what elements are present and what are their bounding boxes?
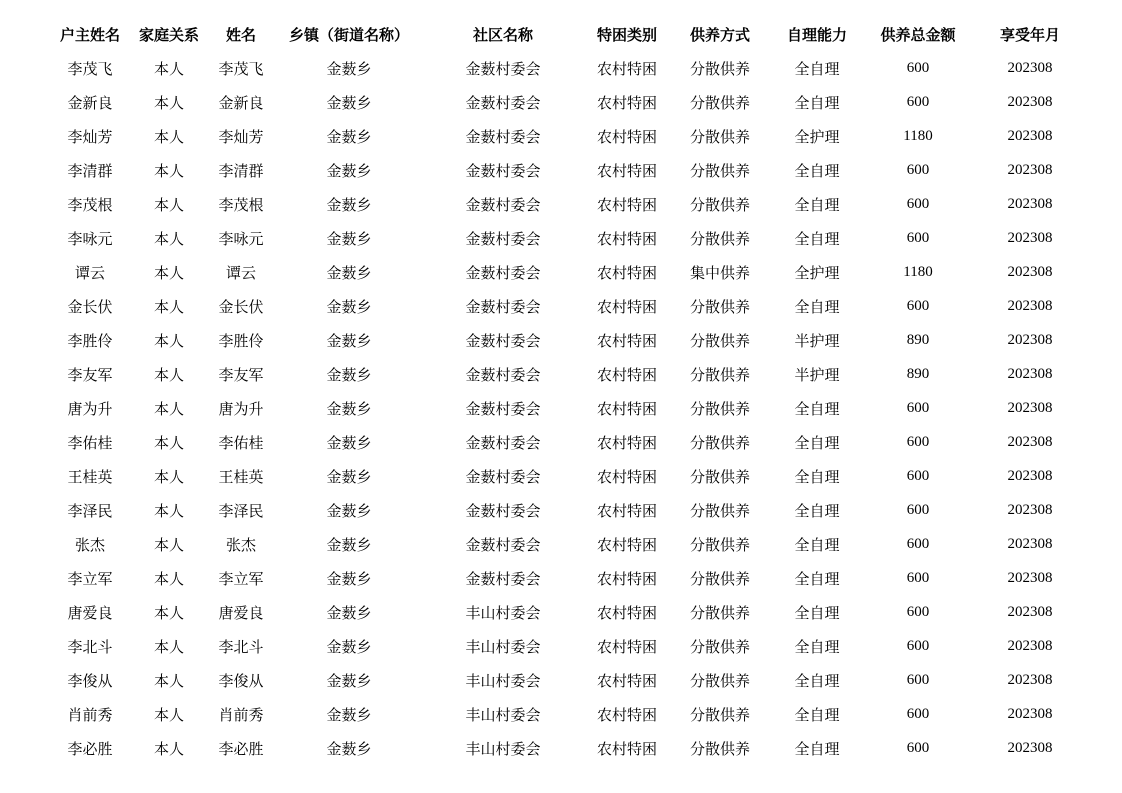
cell-total-amount: 600 [906, 501, 930, 518]
cell-family-relation: 本人 [153, 297, 184, 316]
cell-total-amount: 600 [906, 229, 930, 246]
cell-family-relation: 本人 [153, 637, 184, 656]
cell-self-care-ability: 全自理 [794, 569, 840, 588]
cell-community: 金薮村委会 [465, 161, 541, 180]
cell-name: 李必胜 [218, 739, 264, 758]
cell-name: 李友军 [218, 365, 264, 384]
cell-support-method: 分散供养 [689, 501, 750, 520]
cell-self-care-ability: 全自理 [794, 535, 840, 554]
header-total-amount: 供养总金额 [880, 25, 956, 44]
cell-township: 金薮乡 [326, 331, 372, 350]
cell-family-relation: 本人 [153, 705, 184, 724]
cell-township: 金薮乡 [326, 535, 372, 554]
cell-category: 农村特困 [596, 331, 657, 350]
cell-category: 农村特困 [596, 229, 657, 248]
cell-category: 农村特困 [596, 467, 657, 486]
cell-householder-name: 李茂根 [67, 195, 113, 214]
header-township: 乡镇（街道名称） [288, 25, 409, 44]
cell-community: 金薮村委会 [465, 433, 541, 452]
cell-family-relation: 本人 [153, 603, 184, 622]
cell-support-method: 分散供养 [689, 637, 750, 656]
cell-householder-name: 唐为升 [67, 399, 113, 418]
cell-community: 丰山村委会 [465, 671, 541, 690]
cell-householder-name: 李咏元 [67, 229, 113, 248]
cell-self-care-ability: 全自理 [794, 467, 840, 486]
cell-total-amount: 600 [906, 671, 930, 688]
cell-name: 李立军 [218, 569, 264, 588]
cell-name: 唐为升 [218, 399, 264, 418]
cell-support-method: 分散供养 [689, 739, 750, 758]
header-householder-name: 户主姓名 [59, 25, 120, 44]
cell-category: 农村特困 [596, 637, 657, 656]
cell-support-method: 分散供养 [689, 229, 750, 248]
cell-community: 丰山村委会 [465, 705, 541, 724]
assistance-roster-table [46, 17, 1086, 765]
cell-total-amount: 600 [906, 297, 930, 314]
cell-category: 农村特困 [596, 365, 657, 384]
cell-community: 金薮村委会 [465, 365, 541, 384]
cell-community: 金薮村委会 [465, 535, 541, 554]
cell-total-amount: 600 [906, 433, 930, 450]
cell-householder-name: 李灿芳 [67, 127, 113, 146]
cell-township: 金薮乡 [326, 637, 372, 656]
cell-township: 金薮乡 [326, 127, 372, 146]
cell-category: 农村特困 [596, 603, 657, 622]
cell-total-amount: 1180 [903, 127, 933, 144]
cell-family-relation: 本人 [153, 161, 184, 180]
table-row [46, 221, 1086, 255]
cell-family-relation: 本人 [153, 467, 184, 486]
cell-community: 金薮村委会 [465, 467, 541, 486]
cell-total-amount: 600 [906, 59, 930, 76]
cell-support-method: 分散供养 [689, 705, 750, 724]
cell-name: 谭云 [225, 263, 256, 282]
cell-category: 农村特困 [596, 535, 657, 554]
cell-category: 农村特困 [596, 399, 657, 418]
cell-year-month: 202308 [1007, 127, 1053, 144]
cell-self-care-ability: 全自理 [794, 229, 840, 248]
cell-householder-name: 李清群 [67, 161, 113, 180]
cell-householder-name: 王桂英 [67, 467, 113, 486]
cell-support-method: 分散供养 [689, 161, 750, 180]
cell-township: 金薮乡 [326, 739, 372, 758]
cell-support-method: 分散供养 [689, 127, 750, 146]
cell-support-method: 分散供养 [689, 467, 750, 486]
table-row [46, 629, 1086, 663]
cell-total-amount: 600 [906, 569, 930, 586]
cell-year-month: 202308 [1007, 365, 1053, 382]
cell-family-relation: 本人 [153, 263, 184, 282]
table-row [46, 425, 1086, 459]
cell-householder-name: 李泽民 [67, 501, 113, 520]
cell-support-method: 分散供养 [689, 671, 750, 690]
table-row [46, 527, 1086, 561]
cell-family-relation: 本人 [153, 229, 184, 248]
table-header-row [46, 17, 1086, 51]
cell-township: 金薮乡 [326, 93, 372, 112]
cell-year-month: 202308 [1007, 433, 1053, 450]
table-row [46, 85, 1086, 119]
table-row [46, 289, 1086, 323]
cell-year-month: 202308 [1007, 467, 1053, 484]
cell-self-care-ability: 半护理 [794, 331, 840, 350]
cell-self-care-ability: 全自理 [794, 195, 840, 214]
cell-self-care-ability: 全自理 [794, 399, 840, 418]
cell-self-care-ability: 全自理 [794, 671, 840, 690]
cell-community: 金薮村委会 [465, 501, 541, 520]
cell-year-month: 202308 [1007, 603, 1053, 620]
table-row [46, 595, 1086, 629]
table-row [46, 459, 1086, 493]
cell-support-method: 集中供养 [689, 263, 750, 282]
cell-total-amount: 600 [906, 161, 930, 178]
cell-year-month: 202308 [1007, 739, 1053, 756]
cell-total-amount: 600 [906, 399, 930, 416]
table-row [46, 119, 1086, 153]
cell-self-care-ability: 全自理 [794, 739, 840, 758]
cell-township: 金薮乡 [326, 569, 372, 588]
cell-family-relation: 本人 [153, 569, 184, 588]
cell-total-amount: 600 [906, 739, 930, 756]
cell-name: 李茂飞 [218, 59, 264, 78]
cell-township: 金薮乡 [326, 195, 372, 214]
cell-support-method: 分散供养 [689, 433, 750, 452]
cell-township: 金薮乡 [326, 297, 372, 316]
cell-year-month: 202308 [1007, 195, 1053, 212]
cell-community: 金薮村委会 [465, 569, 541, 588]
cell-total-amount: 890 [906, 331, 930, 348]
cell-community: 金薮村委会 [465, 263, 541, 282]
header-name: 姓名 [225, 25, 256, 44]
cell-support-method: 分散供养 [689, 93, 750, 112]
cell-township: 金薮乡 [326, 501, 372, 520]
cell-family-relation: 本人 [153, 195, 184, 214]
cell-total-amount: 600 [906, 93, 930, 110]
cell-township: 金薮乡 [326, 399, 372, 418]
cell-householder-name: 张杰 [74, 535, 105, 554]
cell-year-month: 202308 [1007, 399, 1053, 416]
cell-township: 金薮乡 [326, 467, 372, 486]
cell-name: 肖前秀 [218, 705, 264, 724]
cell-self-care-ability: 全护理 [794, 263, 840, 282]
cell-name: 李泽民 [218, 501, 264, 520]
cell-name: 李佑桂 [218, 433, 264, 452]
cell-total-amount: 600 [906, 603, 930, 620]
cell-total-amount: 600 [906, 195, 930, 212]
cell-support-method: 分散供养 [689, 535, 750, 554]
cell-support-method: 分散供养 [689, 569, 750, 588]
cell-householder-name: 谭云 [74, 263, 105, 282]
cell-category: 农村特困 [596, 195, 657, 214]
cell-family-relation: 本人 [153, 331, 184, 350]
cell-self-care-ability: 全自理 [794, 297, 840, 316]
cell-community: 金薮村委会 [465, 93, 541, 112]
cell-category: 农村特困 [596, 739, 657, 758]
cell-year-month: 202308 [1007, 59, 1053, 76]
cell-support-method: 分散供养 [689, 365, 750, 384]
cell-township: 金薮乡 [326, 603, 372, 622]
cell-householder-name: 金长伏 [67, 297, 113, 316]
table-row [46, 731, 1086, 765]
cell-year-month: 202308 [1007, 671, 1053, 688]
header-family-relation: 家庭关系 [138, 25, 199, 44]
cell-name: 李清群 [218, 161, 264, 180]
header-self-care-ability: 自理能力 [786, 25, 847, 44]
cell-township: 金薮乡 [326, 705, 372, 724]
cell-category: 农村特困 [596, 671, 657, 690]
cell-support-method: 分散供养 [689, 297, 750, 316]
cell-name: 李俊从 [218, 671, 264, 690]
cell-year-month: 202308 [1007, 331, 1053, 348]
table-row [46, 561, 1086, 595]
cell-township: 金薮乡 [326, 671, 372, 690]
cell-total-amount: 890 [906, 365, 930, 382]
cell-category: 农村特困 [596, 59, 657, 78]
cell-family-relation: 本人 [153, 59, 184, 78]
cell-name: 金新良 [218, 93, 264, 112]
cell-family-relation: 本人 [153, 93, 184, 112]
cell-self-care-ability: 全自理 [794, 161, 840, 180]
cell-year-month: 202308 [1007, 161, 1053, 178]
cell-total-amount: 600 [906, 637, 930, 654]
cell-self-care-ability: 全自理 [794, 59, 840, 78]
cell-householder-name: 李茂飞 [67, 59, 113, 78]
cell-householder-name: 李佑桂 [67, 433, 113, 452]
cell-self-care-ability: 全自理 [794, 93, 840, 112]
cell-total-amount: 600 [906, 705, 930, 722]
cell-family-relation: 本人 [153, 365, 184, 384]
cell-self-care-ability: 全自理 [794, 637, 840, 656]
cell-community: 金薮村委会 [465, 127, 541, 146]
cell-family-relation: 本人 [153, 399, 184, 418]
cell-self-care-ability: 全自理 [794, 705, 840, 724]
cell-community: 金薮村委会 [465, 229, 541, 248]
cell-year-month: 202308 [1007, 569, 1053, 586]
table-row [46, 493, 1086, 527]
table-row [46, 255, 1086, 289]
cell-support-method: 分散供养 [689, 399, 750, 418]
cell-township: 金薮乡 [326, 161, 372, 180]
cell-support-method: 分散供养 [689, 331, 750, 350]
cell-community: 金薮村委会 [465, 195, 541, 214]
cell-support-method: 分散供养 [689, 603, 750, 622]
cell-self-care-ability: 全自理 [794, 501, 840, 520]
table-row [46, 697, 1086, 731]
cell-name: 王桂英 [218, 467, 264, 486]
cell-category: 农村特困 [596, 161, 657, 180]
header-support-method: 供养方式 [689, 25, 750, 44]
cell-householder-name: 李胜伶 [67, 331, 113, 350]
cell-name: 张杰 [225, 535, 256, 554]
cell-community: 金薮村委会 [465, 331, 541, 350]
cell-self-care-ability: 全自理 [794, 433, 840, 452]
cell-family-relation: 本人 [153, 739, 184, 758]
cell-year-month: 202308 [1007, 297, 1053, 314]
cell-township: 金薮乡 [326, 229, 372, 248]
cell-community: 金薮村委会 [465, 399, 541, 418]
cell-township: 金薮乡 [326, 433, 372, 452]
cell-community: 丰山村委会 [465, 739, 541, 758]
cell-family-relation: 本人 [153, 671, 184, 690]
cell-householder-name: 肖前秀 [67, 705, 113, 724]
cell-householder-name: 李友军 [67, 365, 113, 384]
cell-community: 金薮村委会 [465, 297, 541, 316]
table-row [46, 153, 1086, 187]
cell-name: 李茂根 [218, 195, 264, 214]
cell-year-month: 202308 [1007, 93, 1053, 110]
header-category: 特困类别 [596, 25, 657, 44]
cell-support-method: 分散供养 [689, 195, 750, 214]
table-row [46, 187, 1086, 221]
cell-category: 农村特困 [596, 433, 657, 452]
cell-householder-name: 李北斗 [67, 637, 113, 656]
cell-community: 丰山村委会 [465, 637, 541, 656]
cell-householder-name: 金新良 [67, 93, 113, 112]
cell-family-relation: 本人 [153, 433, 184, 452]
cell-township: 金薮乡 [326, 263, 372, 282]
cell-support-method: 分散供养 [689, 59, 750, 78]
cell-year-month: 202308 [1007, 263, 1053, 280]
table-row [46, 391, 1086, 425]
cell-self-care-ability: 全自理 [794, 603, 840, 622]
cell-self-care-ability: 半护理 [794, 365, 840, 384]
cell-family-relation: 本人 [153, 127, 184, 146]
cell-community: 金薮村委会 [465, 59, 541, 78]
cell-name: 李北斗 [218, 637, 264, 656]
cell-name: 唐爱良 [218, 603, 264, 622]
cell-township: 金薮乡 [326, 59, 372, 78]
header-year-month: 享受年月 [999, 25, 1060, 44]
table-row [46, 357, 1086, 391]
cell-name: 李灿芳 [218, 127, 264, 146]
cell-year-month: 202308 [1007, 637, 1053, 654]
table-row [46, 663, 1086, 697]
cell-name: 李咏元 [218, 229, 264, 248]
cell-name: 金长伏 [218, 297, 264, 316]
cell-category: 农村特困 [596, 93, 657, 112]
cell-self-care-ability: 全护理 [794, 127, 840, 146]
cell-family-relation: 本人 [153, 535, 184, 554]
cell-year-month: 202308 [1007, 501, 1053, 518]
cell-total-amount: 600 [906, 535, 930, 552]
cell-year-month: 202308 [1007, 705, 1053, 722]
cell-category: 农村特困 [596, 297, 657, 316]
cell-category: 农村特困 [596, 127, 657, 146]
cell-community: 丰山村委会 [465, 603, 541, 622]
cell-category: 农村特困 [596, 569, 657, 588]
cell-householder-name: 唐爱良 [67, 603, 113, 622]
cell-name: 李胜伶 [218, 331, 264, 350]
cell-year-month: 202308 [1007, 535, 1053, 552]
cell-householder-name: 李必胜 [67, 739, 113, 758]
header-community: 社区名称 [472, 25, 533, 44]
cell-householder-name: 李俊从 [67, 671, 113, 690]
cell-year-month: 202308 [1007, 229, 1053, 246]
cell-householder-name: 李立军 [67, 569, 113, 588]
cell-category: 农村特困 [596, 501, 657, 520]
table-body [46, 51, 1086, 765]
cell-category: 农村特困 [596, 263, 657, 282]
table-row [46, 323, 1086, 357]
table-row [46, 51, 1086, 85]
cell-family-relation: 本人 [153, 501, 184, 520]
cell-category: 农村特困 [596, 705, 657, 724]
cell-township: 金薮乡 [326, 365, 372, 384]
cell-total-amount: 600 [906, 467, 930, 484]
cell-total-amount: 1180 [903, 263, 933, 280]
